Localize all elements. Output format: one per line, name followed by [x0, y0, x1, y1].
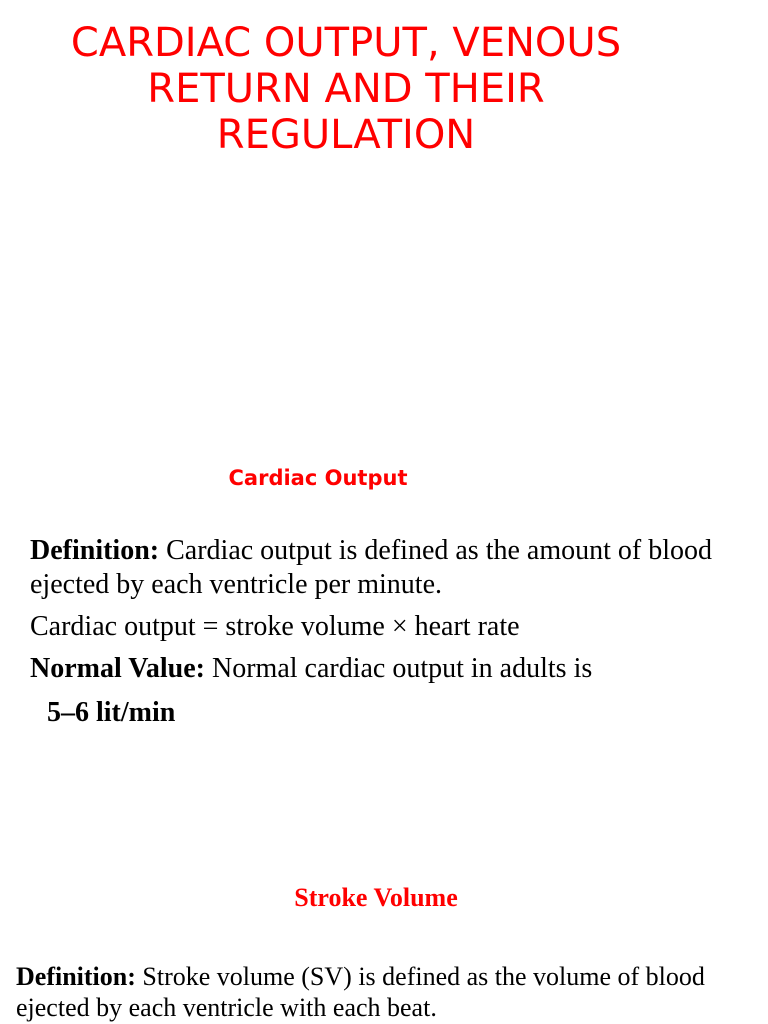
definition-text: Cardiac output is defined as the amount of blood ejected by each ventricle per minute. — [30, 535, 712, 600]
stroke-volume-definition — [16, 961, 756, 1023]
page-title-line-3: REGULATION — [216, 112, 476, 158]
cardiac-output-section — [30, 534, 750, 686]
stroke-volume-section — [16, 961, 756, 1023]
normal-value-figure: 5–6 lit/min — [47, 697, 176, 728]
normal-value-text: Normal cardiac output in adults is — [205, 653, 593, 684]
cardiac-output-definition — [30, 534, 750, 602]
cardiac-output-formula: Cardiac output = stroke volume × heart rate — [30, 611, 520, 642]
sv-definition-label: Definition: — [16, 962, 136, 991]
cardiac-output-heading: Cardiac Output — [228, 466, 408, 490]
page-title-line-2: RETURN AND THEIR — [147, 66, 545, 112]
normal-value-statement — [30, 652, 750, 686]
page-title — [0, 20, 692, 158]
normal-value-label: Normal Value: — [30, 653, 205, 684]
sv-definition-text: Stroke volume (SV) is defined as the volume of blood ejected by each ventricle with each beat. — [16, 962, 705, 1022]
definition-label: Definition: — [30, 535, 160, 566]
stroke-volume-heading: Stroke Volume — [294, 883, 458, 912]
page-title-line-1: CARDIAC OUTPUT, VENOUS — [70, 20, 622, 66]
